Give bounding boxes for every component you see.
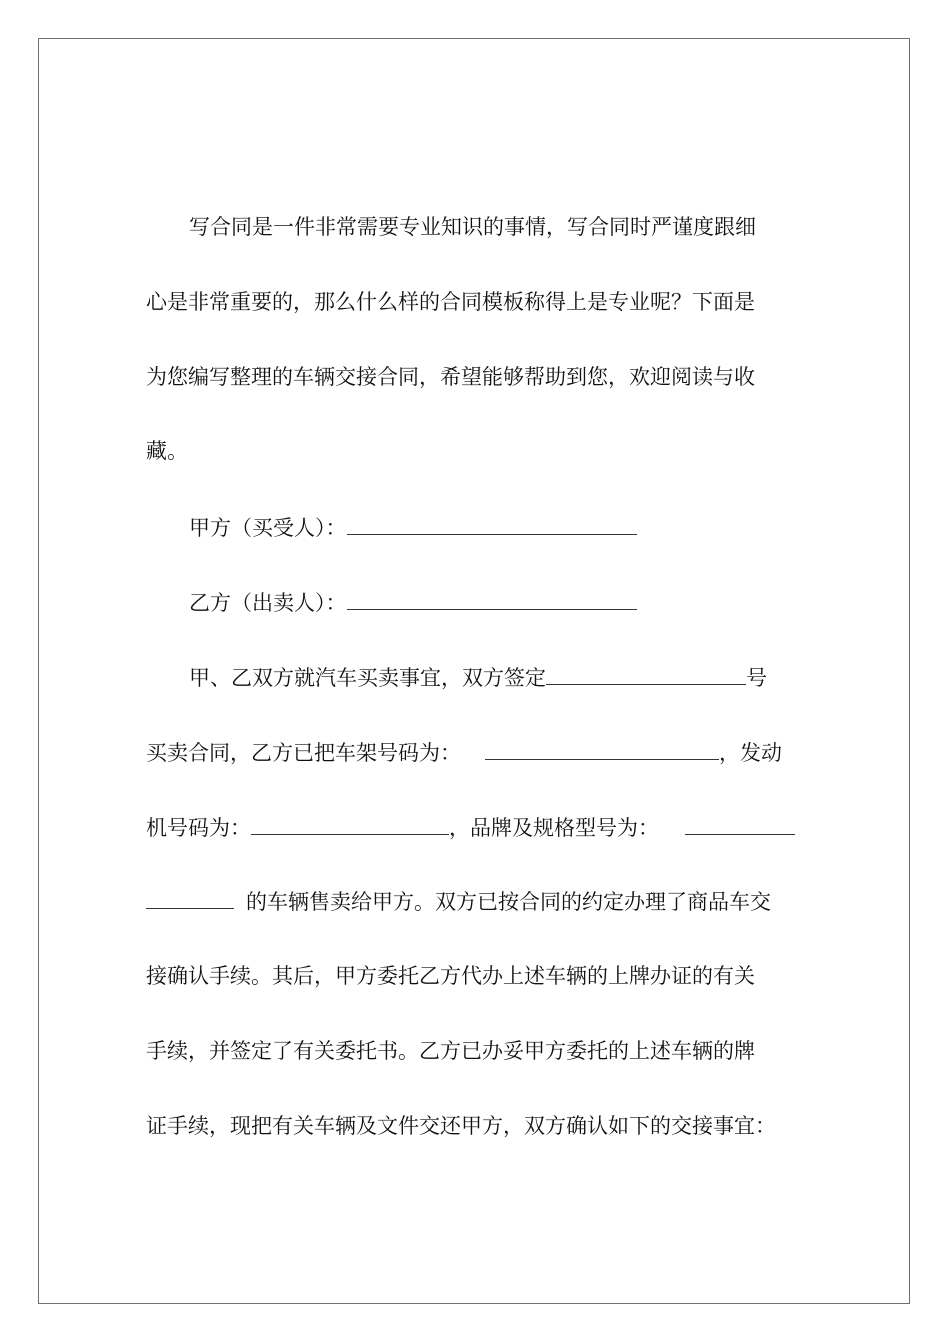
contract-number-blank[interactable] xyxy=(546,662,746,685)
body-line-1-text-a: 甲、乙双方就汽车买卖事宜，双方签定 xyxy=(189,666,546,690)
intro-line-3: 为您编写整理的车辆交接合同，希望能够帮助到您，欢迎阅读与收 xyxy=(146,365,755,389)
intro-line-1: 写合同是一件非常需要专业知识的事情，写合同时严谨度跟细 xyxy=(189,215,756,239)
body-line-6: 手续，并签定了有关委托书。乙方已办妥甲方委托的上述车辆的牌 xyxy=(146,1039,755,1063)
party-b-row xyxy=(189,587,849,618)
model-blank-part-2[interactable] xyxy=(146,886,234,909)
party-a-blank[interactable] xyxy=(347,512,637,535)
body-line-1 xyxy=(189,662,849,693)
vin-blank[interactable] xyxy=(485,737,719,760)
body-line-7: 证手续，现把有关车辆及文件交还甲方，双方确认如下的交接事宜： xyxy=(146,1114,776,1138)
body-line-4-text-b: 的车辆售卖给甲方。双方已按合同的约定办理了商品车交 xyxy=(246,890,771,914)
body-line-3 xyxy=(146,812,806,843)
body-line-5: 接确认手续。其后，甲方委托乙方代办上述车辆的上牌办证的有关 xyxy=(146,964,755,988)
body-line-2-text-b: ，发动 xyxy=(719,741,782,765)
body-line-4 xyxy=(146,886,806,917)
intro-line-2: 心是非常重要的，那么什么样的合同模板称得上是专业呢？下面是 xyxy=(146,290,755,314)
body-line-1-text-b: 号 xyxy=(746,666,767,690)
engine-number-blank[interactable] xyxy=(251,812,449,835)
model-blank-part-1[interactable] xyxy=(685,812,795,835)
body-line-3-text-a: 机号码为： xyxy=(146,816,251,840)
body-line-2 xyxy=(146,737,806,768)
body-line-3-text-b: ，品牌及规格型号为： xyxy=(449,816,659,840)
intro-line-4: 藏。 xyxy=(146,439,188,463)
party-b-blank[interactable] xyxy=(347,587,637,610)
party-b-label: 乙方（出卖人）： xyxy=(189,591,347,615)
party-a-label: 甲方（买受人）： xyxy=(189,516,347,540)
party-a-row xyxy=(189,512,849,543)
body-line-2-text-a: 买卖合同，乙方已把车架号码为： xyxy=(146,741,461,765)
